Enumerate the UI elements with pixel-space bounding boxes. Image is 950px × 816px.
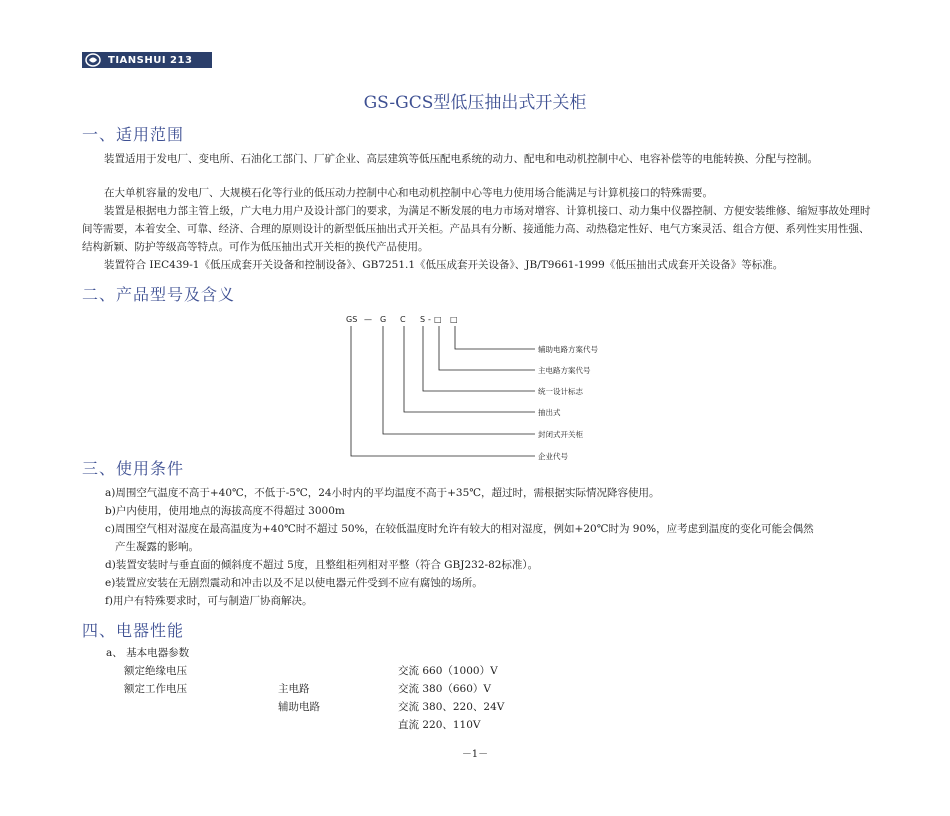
main-circuit-label: 主电路 bbox=[278, 683, 310, 695]
conditions-list bbox=[105, 484, 875, 610]
logo-emblem-icon bbox=[82, 52, 104, 68]
label-drawout: 抽出式 bbox=[538, 408, 561, 417]
working-voltage-label: 额定工作电压 bbox=[124, 683, 187, 695]
logo-text: TIANSHUI 213 bbox=[108, 54, 193, 66]
code-s: S bbox=[420, 315, 426, 324]
company-logo bbox=[82, 52, 212, 68]
main-circuit-value: 交流 380（660）V bbox=[398, 683, 492, 695]
label-enterprise: 企业代号 bbox=[538, 452, 568, 461]
aux-circuit-ac-value: 交流 380、220、24V bbox=[398, 701, 505, 713]
code-hyphen: - bbox=[428, 315, 431, 324]
scope-paragraph-4: 装置符合 IEC439-1《低压成套开关设备和控制设备》、GB7251.1《低压成套开关设备》、JB/T9661-1999《低压抽出式成套开关设备》等标准。 bbox=[104, 259, 784, 271]
label-aux-circuit: 辅助电路方案代号 bbox=[538, 345, 598, 354]
code-c: C bbox=[400, 315, 406, 324]
section-heading-performance: 四、电器性能 bbox=[82, 621, 185, 640]
condition-c: c)周围空气相对湿度在最高温度为+40℃时不超过 50%，在较低温度时允许有较大的相对湿度，例如+20℃时为 90%，应考虑到温度的变化可能会偶然 bbox=[105, 523, 814, 535]
scope-paragraph-3: 装置是根据电力部主管上级，广大电力用户及设计部门的要求，为满足不断发展的电力市场对增容、计算机接口、动力集中仪器控制、方便安装维修、缩短事故处理时间等需要，本着安全、可靠、经济、合理的原则设计的新型低压抽出式开关柜。产品具有分断、接通能力高、动热稳定性好、电气方案灵活、组合方便、系列性实用性强、结构新颖、防护等级高等特点。可作为低压抽出式开关柜的换代产品使用。 bbox=[82, 205, 871, 253]
code-dash: — bbox=[364, 315, 372, 324]
params-heading: a、 基本电器参数 bbox=[106, 647, 190, 659]
document-title: GS-GCS型低压抽出式开关柜 bbox=[363, 93, 587, 113]
code-box-2: □ bbox=[450, 315, 458, 324]
code-box-1: □ bbox=[434, 315, 442, 324]
condition-e: e)装置应安装在无剧烈震动和冲击以及不足以使电器元件受到不应有腐蚀的场所。 bbox=[105, 577, 483, 589]
model-code-diagram bbox=[340, 308, 620, 468]
aux-circuit-dc-value: 直流 220、110V bbox=[398, 719, 481, 731]
condition-b: b)户内使用，使用地点的海拔高度不得超过 3000m bbox=[105, 505, 345, 517]
section-heading-conditions: 三、使用条件 bbox=[82, 459, 185, 478]
section-heading-model: 二、产品型号及含义 bbox=[82, 285, 236, 304]
insulation-voltage-label: 额定绝缘电压 bbox=[124, 665, 187, 677]
aux-circuit-label: 辅助电路 bbox=[278, 701, 320, 713]
label-enclosed: 封闭式开关柜 bbox=[538, 430, 583, 439]
scope-paragraph-2: 在大单机容量的发电厂、大规模石化等行业的低压动力控制中心和电动机控制中心等电力使用场合能满足与计算机接口的特殊需要。 bbox=[104, 187, 713, 199]
code-g: G bbox=[380, 315, 387, 324]
label-main-circuit: 主电路方案代号 bbox=[538, 366, 591, 375]
scope-paragraph-1: 装置适用于发电厂、变电所、石油化工部门、厂矿企业、高层建筑等低压配电系统的动力、配电和电动机控制中心、电容补偿等的电能转换、分配与控制。 bbox=[104, 153, 818, 165]
condition-c-continued: 产生凝露的影响。 bbox=[115, 541, 199, 553]
label-unified-design: 统一设计标志 bbox=[538, 387, 583, 396]
condition-a: a)周围空气温度不高于+40℃，不低于-5℃，24小时内的平均温度不高于+35℃，超过时，需根据实际情况降容使用。 bbox=[105, 487, 660, 499]
page-number: －1－ bbox=[461, 749, 489, 760]
condition-f: f)用户有特殊要求时，可与制造厂协商解决。 bbox=[105, 595, 313, 607]
condition-d: d)装置安装时与垂直面的倾斜度不超过 5度，且整组柜列相对平整（符合 GBJ232-82标准）。 bbox=[105, 559, 539, 571]
insulation-voltage-value: 交流 660（1000）V bbox=[398, 665, 498, 677]
code-gs: GS bbox=[346, 315, 358, 324]
section-heading-scope: 一、适用范围 bbox=[82, 125, 185, 144]
